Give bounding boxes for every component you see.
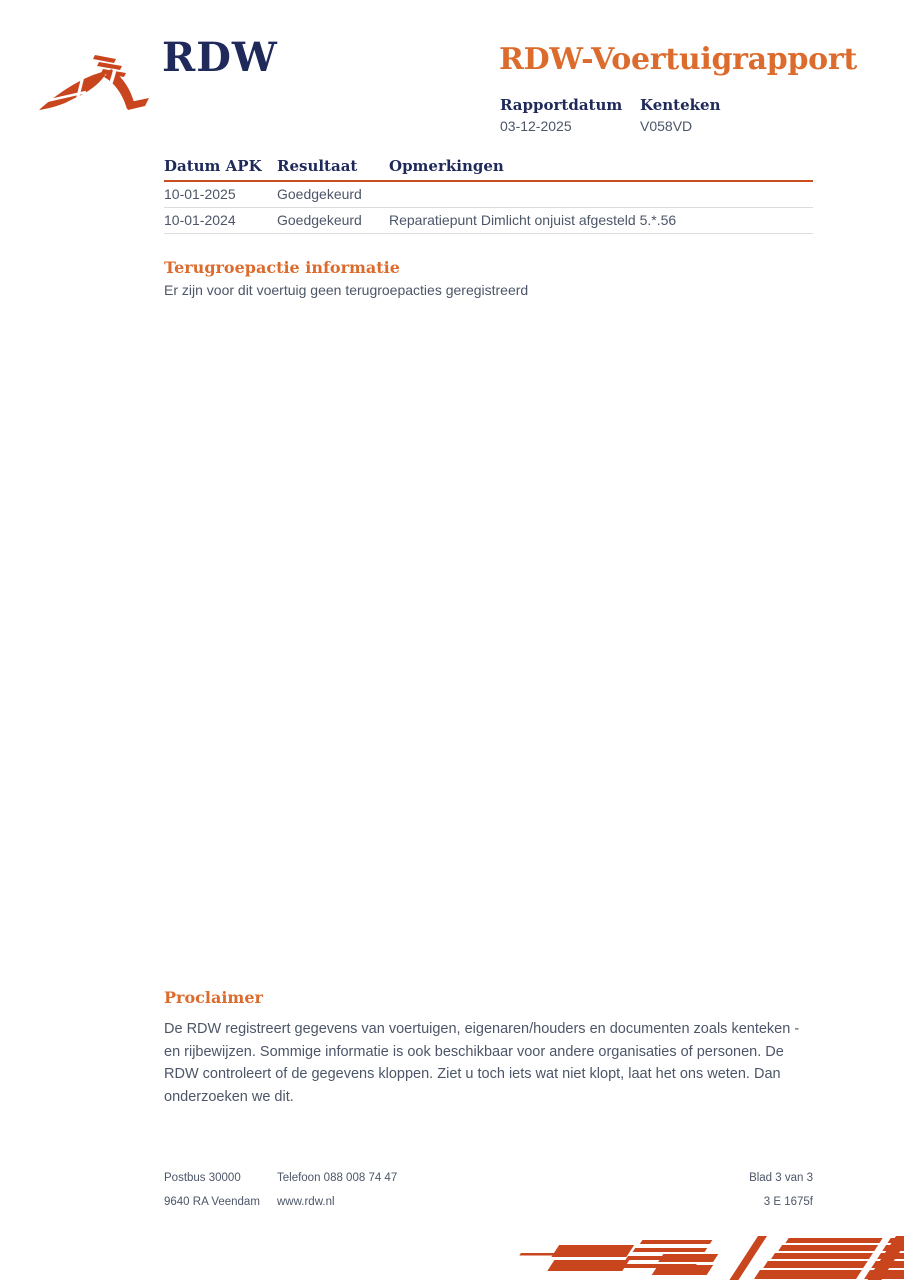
footer-wing-graphic-icon <box>500 1236 904 1280</box>
proclaimer-heading: Proclaimer <box>164 988 263 1007</box>
table-header-row <box>164 157 813 181</box>
table-row <box>164 181 813 208</box>
report-title: RDW-Voertuigrapport <box>499 42 857 77</box>
cell-resultaat: Goedgekeurd <box>277 208 389 234</box>
kenteken-value: V058VD <box>640 118 693 134</box>
rapportdatum-value: 03-12-2025 <box>500 118 572 134</box>
terugroepactie-heading: Terugroepactie informatie <box>164 258 400 277</box>
cell-datum: 10-01-2024 <box>164 208 277 234</box>
proclaimer-text: De RDW registreert gegevens van voertuigen, eigenaren/houders en documenten zoals kenteken - en rijbewijzen. Sommige informatie is ook beschikbaar voor andere organisaties of personen. De RDW controleert of de gegevens kloppen. Ziet u toch iets wat niet klopt, laat het ons weten. Dan onderzoeken we dit. <box>164 1021 800 1105</box>
footer-doc-code: 3 E 1675f <box>763 1196 813 1208</box>
footer-website: www.rdw.nl <box>277 1196 335 1208</box>
column-header-opmerkingen: Opmerkingen <box>389 157 813 181</box>
terugroepactie-text: Er zijn voor dit voertuig geen terugroepacties geregistreerd <box>164 282 529 298</box>
rdw-logotype: RDW <box>162 34 278 81</box>
apk-results-table <box>164 157 813 234</box>
footer-postbus: Postbus 30000 <box>164 1172 241 1184</box>
footer-phone: Telefoon 088 008 74 47 <box>277 1172 398 1184</box>
footer-page-number: Blad 3 van 3 <box>749 1172 813 1184</box>
rdw-wing-logo-icon <box>37 53 152 115</box>
table-row <box>164 208 813 234</box>
column-header-datum-apk: Datum APK <box>164 157 277 181</box>
cell-opmerkingen <box>389 181 813 208</box>
cell-resultaat: Goedgekeurd <box>277 181 389 208</box>
cell-opmerkingen: Reparatiepunt Dimlicht onjuist afgesteld 5.*.56 <box>389 208 813 234</box>
footer-city: 9640 RA Veendam <box>164 1196 260 1208</box>
column-header-resultaat: Resultaat <box>277 157 389 181</box>
kenteken-label: Kenteken <box>640 96 721 114</box>
cell-datum: 10-01-2025 <box>164 181 277 208</box>
rapportdatum-label: Rapportdatum <box>500 96 623 114</box>
